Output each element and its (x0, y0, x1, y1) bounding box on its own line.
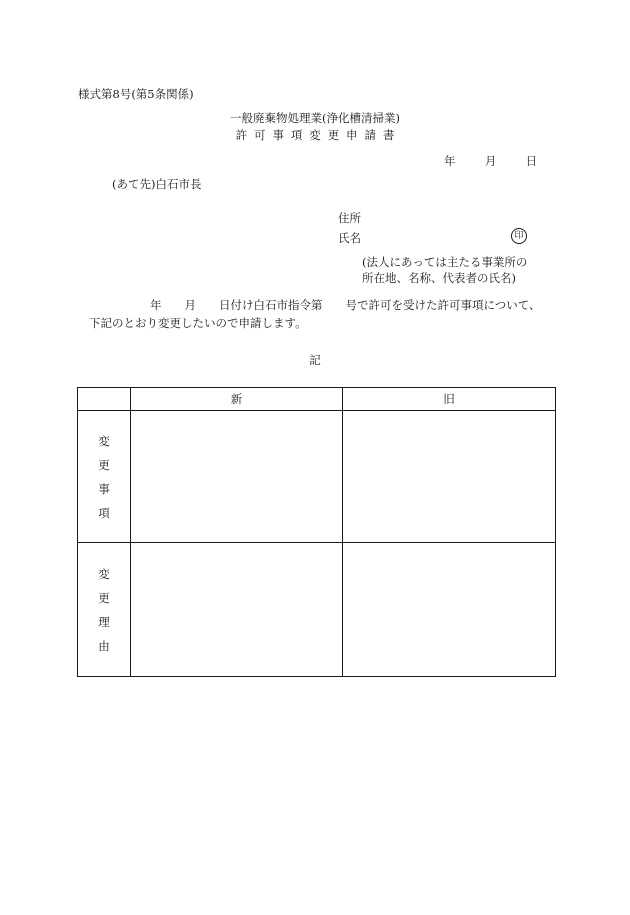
date-line (444, 153, 537, 169)
row-label-char: 由 (98, 638, 110, 653)
change-items-old-cell[interactable] (343, 411, 556, 543)
table-row-change-items (78, 411, 556, 543)
table-corner-cell (78, 388, 131, 411)
row-label-char: 項 (98, 505, 110, 520)
row-label-char: 変 (98, 566, 110, 581)
body-text-line2: 下記のとおり変更したいので申請します。 (89, 316, 307, 330)
form-title-line1: 一般廃棄物処理業(浄化槽清掃業) (230, 111, 400, 125)
row-label-char: 更 (98, 457, 110, 472)
change-table (77, 387, 556, 677)
table-header-row (78, 388, 556, 411)
row-label-char: 更 (98, 590, 110, 605)
change-reason-old-cell[interactable] (343, 543, 556, 677)
column-header-new: 新 (131, 388, 343, 411)
form-title-line2: 許可事項変更申請書 (235, 128, 402, 142)
row-label-char: 事 (98, 481, 110, 496)
date-month-label: 月 (484, 154, 497, 168)
ki-heading: 記 (309, 353, 321, 367)
name-label: 氏名 (338, 231, 361, 245)
applicant-note-line2: 所在地、名称、代表者の氏名) (362, 271, 516, 285)
seal-mark-icon: 印 (511, 228, 527, 244)
row-label-change-items (78, 411, 131, 543)
date-day-label: 日 (525, 154, 538, 168)
change-reason-new-cell[interactable] (131, 543, 343, 677)
address-label: 住所 (338, 211, 361, 225)
form-number: 様式第8号(第5条関係) (78, 87, 194, 101)
addressee: (あて先)白石市長 (112, 177, 202, 191)
row-label-char: 理 (98, 614, 110, 629)
applicant-note-line1: (法人にあっては主たる事業所の (362, 255, 528, 269)
column-header-old: 旧 (343, 388, 556, 411)
row-label-change-reason (78, 543, 131, 677)
body-text-line1: 年 月 日付け白石市指令第 号で許可を受けた許可事項について、 (150, 298, 541, 312)
row-label-char: 変 (98, 433, 110, 448)
table-row-change-reason (78, 543, 556, 677)
change-items-new-cell[interactable] (131, 411, 343, 543)
date-year-label: 年 (444, 154, 456, 168)
